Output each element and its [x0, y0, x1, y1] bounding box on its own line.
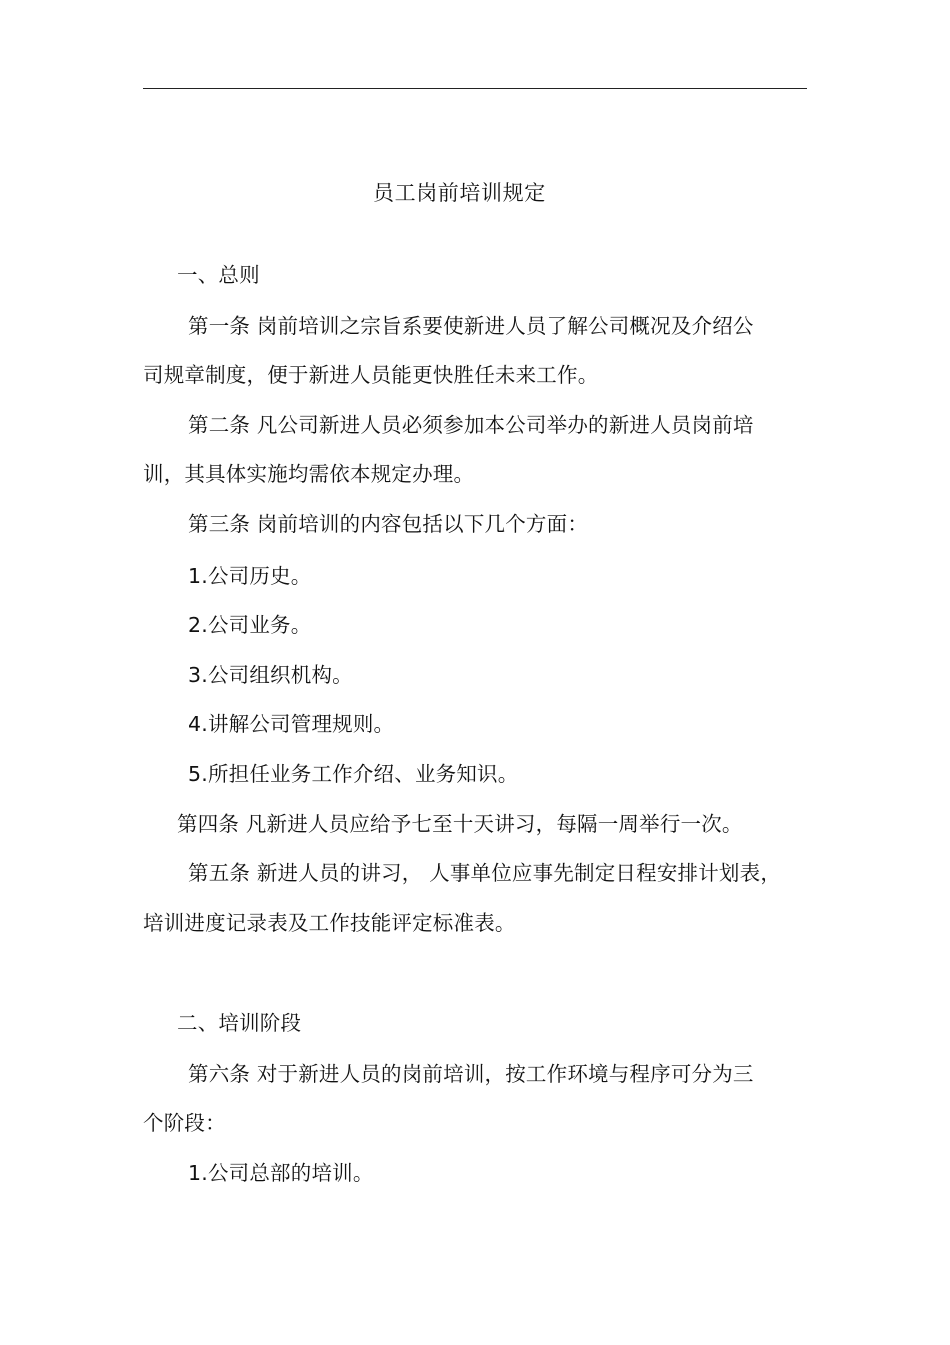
document-title: 员工岗前培训规定 — [373, 181, 546, 205]
article-5-line-2: 培训进度记录表及工作技能评定标准表。 — [143, 911, 516, 935]
article-1-line-2: 司规章制度，便于新进人员能更快胜任未来工作。 — [143, 363, 599, 387]
list-item: 2.公司业务。 — [188, 613, 312, 637]
article-1-line-1: 第一条 岗前培训之宗旨系要使新进人员了解公司概况及介绍公 — [188, 314, 754, 338]
article-3-line: 第三条 岗前培训的内容包括以下几个方面： — [188, 512, 589, 536]
section-heading: 二、培训阶段 — [177, 1011, 302, 1035]
article-2-line-2: 训，其具体实施均需依本规定办理。 — [143, 462, 475, 486]
article-6-line-2: 个阶段： — [143, 1111, 226, 1135]
article-2-line-1: 第二条 凡公司新进人员必须参加本公司举办的新进人员岗前培 — [188, 413, 754, 437]
list-item: 1.公司总部的培训。 — [188, 1161, 374, 1185]
header-rule — [143, 88, 807, 89]
article-5-line-1: 第五条 新进人员的讲习， 人事单位应事先制定日程安排计划表， — [188, 861, 782, 885]
article-4-line: 第四条 凡新进人员应给予七至十天讲习，每隔一周举行一次。 — [177, 812, 743, 836]
list-item: 5.所担任业务工作介绍、业务知识。 — [188, 762, 519, 786]
list-item: 3.公司组织机构。 — [188, 663, 353, 687]
list-item: 1.公司历史。 — [188, 564, 312, 588]
list-item: 4.讲解公司管理规则。 — [188, 712, 395, 736]
article-6-line-1: 第六条 对于新进人员的岗前培训，按工作环境与程序可分为三 — [188, 1062, 754, 1086]
section-heading: 一、总则 — [177, 263, 260, 287]
